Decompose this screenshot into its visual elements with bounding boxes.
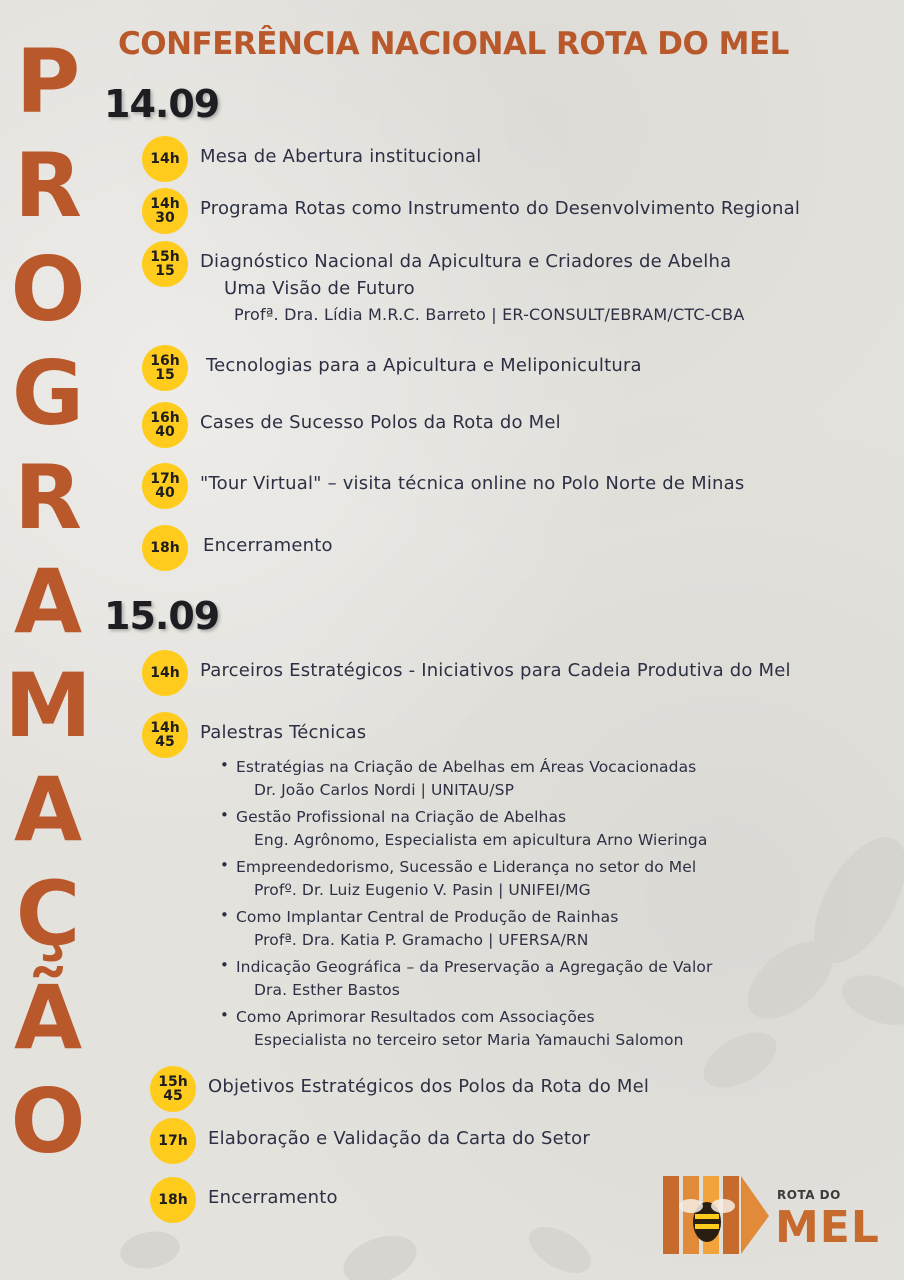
schedule-item	[142, 650, 791, 696]
time-minute: 40	[155, 424, 175, 440]
honeycomb-bee-icon	[661, 1172, 771, 1258]
day2-date: 15.09	[104, 594, 220, 638]
logo-text-mel: MEL	[775, 1202, 880, 1253]
talks-list	[218, 756, 712, 1056]
item-block	[200, 241, 744, 324]
time-hour: 14h	[150, 720, 180, 736]
rota-do-mel-logo	[661, 1172, 881, 1258]
time-badge	[150, 1177, 196, 1223]
time-badge	[150, 1066, 196, 1112]
time-hour: 15h	[158, 1074, 188, 1090]
schedule-item	[142, 712, 366, 758]
schedule-item	[142, 241, 744, 324]
item-title: Objetivos Estratégicos dos Polos da Rota do Mel	[208, 1076, 650, 1097]
title-letter: Ç	[15, 862, 81, 965]
time-badge	[142, 241, 188, 287]
talk-title: • Como Implantar Central de Produção de Rainhas	[236, 908, 619, 926]
time-badge	[142, 525, 188, 571]
talk-speaker: Dra. Esther Bastos	[254, 981, 400, 999]
list-item	[218, 1006, 712, 1056]
item-speaker: Profª. Dra. Lídia M.R.C. Barreto | ER-CONSULT/EBRAM/CTC-CBA	[234, 305, 745, 324]
talk-title: • Empreendedorismo, Sucessão e Liderança no setor do Mel	[236, 858, 697, 876]
talk-title: • Gestão Profissional na Criação de Abelhas	[236, 808, 567, 826]
time-hour: 18h	[158, 1192, 188, 1208]
talk-title: • Estratégias na Criação de Abelhas em Áreas Vocacionadas	[236, 758, 697, 776]
item-title: Elaboração e Validação da Carta do Setor	[208, 1128, 590, 1149]
title-letter: O	[10, 1070, 86, 1173]
time-hour: 16h	[150, 410, 180, 426]
time-badge	[142, 402, 188, 448]
talk-speaker: Especialista no terceiro setor Maria Yamauchi Salomon	[254, 1031, 684, 1049]
item-title: Tecnologias para a Apicultura e Meliponicultura	[206, 355, 642, 376]
time-hour: 14h	[150, 665, 180, 681]
time-hour: 14h	[150, 151, 180, 167]
item-title: Programa Rotas como Instrumento do Desenvolvimento Regional	[200, 198, 801, 219]
title-letter: P	[15, 30, 81, 133]
talk-speaker: Dr. João Carlos Nordi | UNITAU/SP	[254, 781, 515, 799]
time-badge	[142, 136, 188, 182]
time-badge	[142, 650, 188, 696]
item-title: Parceiros Estratégicos - Iniciativos para Cadeia Produtiva do Mel	[200, 660, 791, 681]
item-subtitle: Uma Visão de Futuro	[224, 278, 415, 299]
time-hour: 17h	[150, 471, 180, 487]
schedule-item	[142, 188, 800, 234]
schedule-item	[142, 136, 481, 182]
time-minute: 45	[155, 734, 175, 750]
time-hour: 14h	[150, 196, 180, 212]
title-letter: G	[11, 342, 85, 445]
talk-speaker: Profª. Dra. Katia P. Gramacho | UFERSA/RN	[254, 931, 589, 949]
talk-title: • Indicação Geográfica – da Preservação a Agregação de Valor	[236, 958, 713, 976]
time-hour: 16h	[150, 353, 180, 369]
talk-speaker: Profº. Dr. Luiz Eugenio V. Pasin | UNIFEI/MG	[254, 881, 591, 899]
time-minute: 15	[155, 263, 175, 279]
schedule-item	[142, 402, 561, 448]
item-title: Diagnóstico Nacional da Apicultura e Criadores de Abelha	[200, 251, 732, 272]
talk-speaker: Eng. Agrônomo, Especialista em apicultura Arno Wieringa	[254, 831, 708, 849]
schedule-item	[142, 463, 744, 509]
time-badge	[142, 463, 188, 509]
conference-title: CONFERÊNCIA NACIONAL ROTA DO MEL	[118, 26, 789, 62]
item-title: Encerramento	[208, 1187, 338, 1208]
list-item	[218, 856, 712, 906]
title-letter: O	[10, 238, 86, 341]
time-minute: 45	[163, 1088, 183, 1104]
title-letter: A	[13, 550, 83, 653]
item-title: "Tour Virtual" – visita técnica online no Polo Norte de Minas	[200, 473, 745, 494]
time-hour: 18h	[150, 540, 180, 556]
title-letter: R	[14, 134, 82, 237]
time-badge	[142, 188, 188, 234]
schedule-item	[150, 1066, 649, 1112]
item-title: Palestras Técnicas	[200, 722, 367, 743]
title-letter: A	[13, 758, 83, 861]
time-minute: 15	[155, 367, 175, 383]
list-item	[218, 756, 712, 806]
list-item	[218, 906, 712, 956]
talk-title: • Como Aprimorar Resultados com Associações	[236, 1008, 595, 1026]
time-badge	[142, 345, 188, 391]
time-minute: 40	[155, 485, 175, 501]
schedule-item	[150, 1118, 590, 1164]
item-title: Mesa de Abertura institucional	[200, 146, 482, 167]
schedule-item	[142, 525, 333, 571]
logo-text-rota: ROTA DO	[777, 1188, 841, 1202]
title-letter: M	[4, 654, 92, 757]
item-title: Cases de Sucesso Polos da Rota do Mel	[200, 412, 561, 433]
title-letter: R	[14, 446, 82, 549]
item-title: Encerramento	[203, 535, 333, 556]
schedule-item	[142, 345, 642, 391]
time-badge	[142, 712, 188, 758]
title-letter: Ã	[13, 966, 83, 1069]
schedule-item	[150, 1177, 338, 1223]
day1-date: 14.09	[104, 82, 220, 126]
list-item	[218, 956, 712, 1006]
time-minute: 30	[155, 210, 175, 226]
time-hour: 15h	[150, 249, 180, 265]
time-hour: 17h	[158, 1133, 188, 1149]
time-badge	[150, 1118, 196, 1164]
programacao-vertical-title	[0, 30, 96, 1174]
list-item	[218, 806, 712, 856]
